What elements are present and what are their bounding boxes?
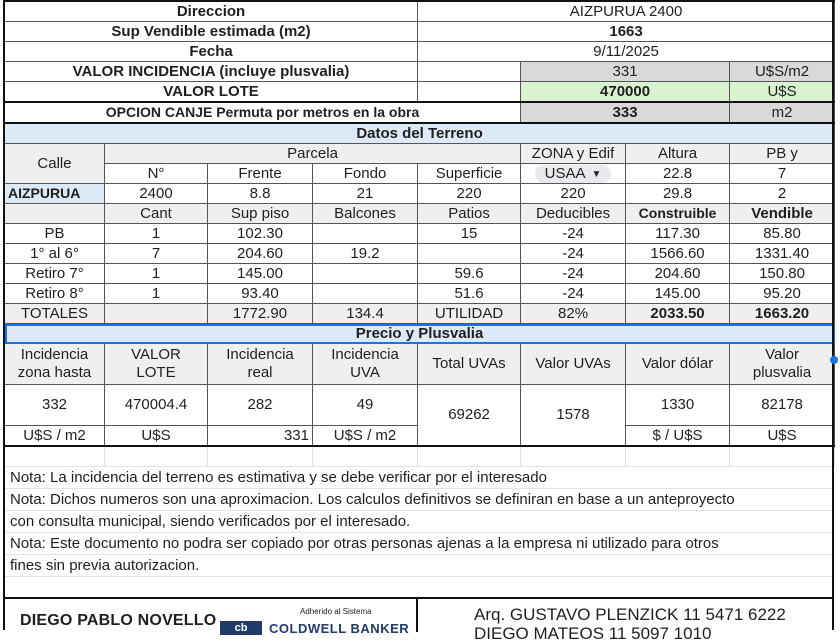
blank-cell[interactable] <box>730 446 835 467</box>
valor-plusvalia-unit: U$S <box>730 426 835 447</box>
floor-deducibles[interactable]: -24 <box>521 264 626 284</box>
totales-vendible: 1663.20 <box>730 304 835 324</box>
zona-select-value: USAA <box>544 165 586 182</box>
floor-nivel[interactable]: PB <box>5 224 105 244</box>
incidencia-uva-header <box>313 344 418 385</box>
altura-2[interactable]: 29.8 <box>626 184 730 204</box>
fecha-label: Fecha <box>5 42 418 62</box>
floor-nivel[interactable]: Retiro 7° <box>5 264 105 284</box>
summary-table <box>4 0 835 467</box>
note-line: Nota: La incidencia del terreno es estimativa y se debe verificar por el interesado <box>4 467 834 489</box>
selection-handle[interactable] <box>830 356 838 364</box>
pby-1[interactable]: 7 <box>730 164 835 184</box>
fondo-header: Fondo <box>313 164 418 184</box>
floor-sup-piso[interactable]: 145.00 <box>208 264 313 284</box>
floor-cant[interactable]: 1 <box>105 264 208 284</box>
floor-sup-piso[interactable]: 102.30 <box>208 224 313 244</box>
zona-select[interactable] <box>535 165 612 183</box>
blank-cell[interactable] <box>208 446 313 467</box>
floor-balcones[interactable] <box>313 224 418 244</box>
floor-vendible[interactable]: 85.80 <box>730 224 835 244</box>
chevron-down-icon: ▼ <box>591 169 602 180</box>
utilidad-value: 82% <box>521 304 626 324</box>
header-line: Total UVAs <box>432 355 506 372</box>
valor-lote-unit[interactable]: U$S <box>730 82 835 103</box>
incidencia-real-value[interactable]: 282 <box>208 385 313 426</box>
header-line: Incidencia <box>331 346 399 363</box>
valor-uvas-header <box>521 344 626 385</box>
floor-row <box>5 284 835 304</box>
numero-value[interactable]: 2400 <box>105 184 208 204</box>
canje-value[interactable]: 333 <box>521 102 730 123</box>
note-line: Nota: Este documento no podra ser copiado por otras personas ajenas a la empresa ni utilizado para otros <box>4 533 834 555</box>
header-line: LOTE <box>136 364 176 381</box>
floor-cant[interactable]: 1 <box>105 284 208 304</box>
floor-deducibles[interactable]: -24 <box>521 244 626 264</box>
floor-vendible[interactable]: 150.80 <box>730 264 835 284</box>
frente-value[interactable]: 8.8 <box>208 184 313 204</box>
valor-lote-value[interactable]: 470000 <box>521 82 730 103</box>
valor-lote-calc-header <box>105 344 208 385</box>
nivel-header-empty <box>5 204 105 224</box>
footer-divider <box>416 599 418 632</box>
zona-value[interactable]: 220 <box>521 184 626 204</box>
sup-vendible-value[interactable]: 1663 <box>418 22 835 42</box>
totales-label: TOTALES <box>5 304 105 324</box>
total-uvas-header <box>418 344 521 385</box>
vendible-header: Vendible <box>730 204 835 224</box>
header-line: Incidencia <box>226 346 294 363</box>
balcones-header: Balcones <box>313 204 418 224</box>
terreno-title: Datos del Terreno <box>5 123 835 144</box>
header-line: Valor <box>765 346 799 363</box>
agent-name: DIEGO PABLO NOVELLO <box>20 612 217 629</box>
superficie-header: Superficie <box>418 164 521 184</box>
parcela-header: Parcela <box>105 144 521 164</box>
pby-2[interactable]: 2 <box>730 184 835 204</box>
valor-dolar-unit: $ / U$S <box>626 426 730 447</box>
floor-sup-piso[interactable]: 93.40 <box>208 284 313 304</box>
incidencia-zona-unit: U$S / m2 <box>5 426 105 447</box>
fondo-value[interactable]: 21 <box>313 184 418 204</box>
header-line: plusvalia <box>752 364 812 381</box>
valor-plusvalia-value[interactable]: 82178 <box>730 385 835 426</box>
floor-deducibles[interactable]: -24 <box>521 224 626 244</box>
floor-cant[interactable]: 7 <box>105 244 208 264</box>
valor-plusvalia-header <box>730 344 835 385</box>
header-line: real <box>247 364 273 381</box>
zona-header: ZONA y Edif <box>521 144 626 164</box>
direccion-label: Direccion <box>5 1 418 22</box>
incidencia-zona-value[interactable]: 332 <box>5 385 105 426</box>
valor-dolar-header <box>626 344 730 385</box>
totales-sup-piso: 1772.90 <box>208 304 313 324</box>
coldwell-logo-icon: cb <box>220 621 262 635</box>
floor-cant[interactable]: 1 <box>105 224 208 244</box>
valor-lote-label: VALOR LOTE <box>5 82 418 103</box>
altura-header: Altura <box>626 144 730 164</box>
direccion-value[interactable]: AIZPURUA 2400 <box>418 1 835 22</box>
adherido-text: Adherido al Sistema <box>300 607 372 616</box>
incidencia-real-header <box>208 344 313 385</box>
blank-cell[interactable] <box>626 446 730 467</box>
valor-uvas-value[interactable]: 1578 <box>521 385 626 447</box>
canje-unit[interactable]: m2 <box>730 102 835 123</box>
contact-2: DIEGO MATEOS 11 5097 1010 <box>474 624 712 643</box>
valor-dolar-value[interactable]: 1330 <box>626 385 730 426</box>
blank-cell[interactable] <box>521 446 626 467</box>
note-line: con consulta municipal, siendo verificados por el interesado. <box>4 511 834 533</box>
incidencia-uva-unit: U$S / m2 <box>313 426 418 447</box>
header-line: Valor dólar <box>641 355 714 372</box>
totales-construible: 2033.50 <box>626 304 730 324</box>
pby-header: PB y <box>730 144 835 164</box>
calle-value[interactable]: AIZPURUA <box>5 184 105 204</box>
floor-deducibles[interactable]: -24 <box>521 284 626 304</box>
valor-lote-calc-value[interactable]: 470004.4 <box>105 385 208 426</box>
incidencia-uva-value[interactable]: 49 <box>313 385 418 426</box>
floor-construible[interactable]: 117.30 <box>626 224 730 244</box>
blank-cell[interactable] <box>5 446 105 467</box>
floor-construible[interactable]: 1566.60 <box>626 244 730 264</box>
floor-balcones[interactable] <box>313 284 418 304</box>
footer <box>4 597 834 643</box>
floor-sup-piso[interactable]: 204.60 <box>208 244 313 264</box>
floor-patios[interactable]: 15 <box>418 224 521 244</box>
sup-piso-header: Sup piso <box>208 204 313 224</box>
sup-vendible-label: Sup Vendible estimada (m2) <box>5 22 418 42</box>
blank-cell[interactable] <box>418 446 521 467</box>
construible-header: Construible <box>626 204 730 224</box>
notes-table <box>4 467 834 577</box>
incidencia-real-unit: 331 <box>208 426 313 447</box>
note-line: fines sin previa autorizacion. <box>4 555 834 577</box>
header-line: UVA <box>350 364 380 381</box>
floor-vendible[interactable]: 1331.40 <box>730 244 835 264</box>
header-line: zona hasta <box>17 364 92 381</box>
header-line: VALOR <box>131 346 181 363</box>
floor-nivel[interactable]: 1° al 6° <box>5 244 105 264</box>
patios-header: Patios <box>418 204 521 224</box>
altura-1[interactable]: 22.8 <box>626 164 730 184</box>
zona-dropdown[interactable] <box>521 164 626 184</box>
floor-vendible[interactable]: 95.20 <box>730 284 835 304</box>
brand-name: COLDWELL BANKER <box>269 621 410 636</box>
header-line: Incidencia <box>20 346 89 363</box>
contact-1: Arq. GUSTAVO PLENZICK 11 5471 6222 <box>474 605 786 624</box>
blank-cell[interactable] <box>313 446 418 467</box>
spreadsheet <box>4 0 834 577</box>
floor-patios[interactable]: 51.6 <box>418 284 521 304</box>
floor-balcones[interactable] <box>313 264 418 284</box>
valor-lote-calc-unit: U$S <box>105 426 208 447</box>
totales-cant <box>105 304 208 324</box>
valor-lote-empty[interactable] <box>418 82 521 103</box>
frente-header: Frente <box>208 164 313 184</box>
cant-header: Cant <box>105 204 208 224</box>
incidencia-unit[interactable]: U$S/m2 <box>730 62 835 82</box>
incidencia-zona-header <box>5 344 105 385</box>
floor-construible[interactable]: 204.60 <box>626 264 730 284</box>
floor-row <box>5 224 835 244</box>
superficie-value[interactable]: 220 <box>418 184 521 204</box>
totales-balcones: 134.4 <box>313 304 418 324</box>
header-line: Valor UVAs <box>535 355 611 372</box>
calle-header: Calle <box>5 144 105 184</box>
floor-patios[interactable] <box>418 244 521 264</box>
precio-title[interactable]: Precio y Plusvalia <box>5 324 835 344</box>
incidencia-value[interactable]: 331 <box>521 62 730 82</box>
canje-label: OPCION CANJE Permuta por metros en la obra <box>5 102 521 123</box>
floor-row <box>5 264 835 284</box>
fecha-value[interactable]: 9/11/2025 <box>418 42 835 62</box>
floor-balcones[interactable]: 19.2 <box>313 244 418 264</box>
deducibles-header: Deducibles <box>521 204 626 224</box>
utilidad-label: UTILIDAD <box>418 304 521 324</box>
blank-cell[interactable] <box>105 446 208 467</box>
floor-patios[interactable]: 59.6 <box>418 264 521 284</box>
floor-nivel[interactable]: Retiro 8° <box>5 284 105 304</box>
numero-header: N° <box>105 164 208 184</box>
floor-row <box>5 244 835 264</box>
incidencia-label: VALOR INCIDENCIA (incluye plusvalia) <box>5 62 418 82</box>
incidencia-empty[interactable] <box>418 62 521 82</box>
note-line: Nota: Dichos numeros son una aproximacion. Los calculos definitivos se definiran en base a un anteproyecto <box>4 489 834 511</box>
total-uvas-value[interactable]: 69262 <box>418 385 521 447</box>
floor-construible[interactable]: 145.00 <box>626 284 730 304</box>
